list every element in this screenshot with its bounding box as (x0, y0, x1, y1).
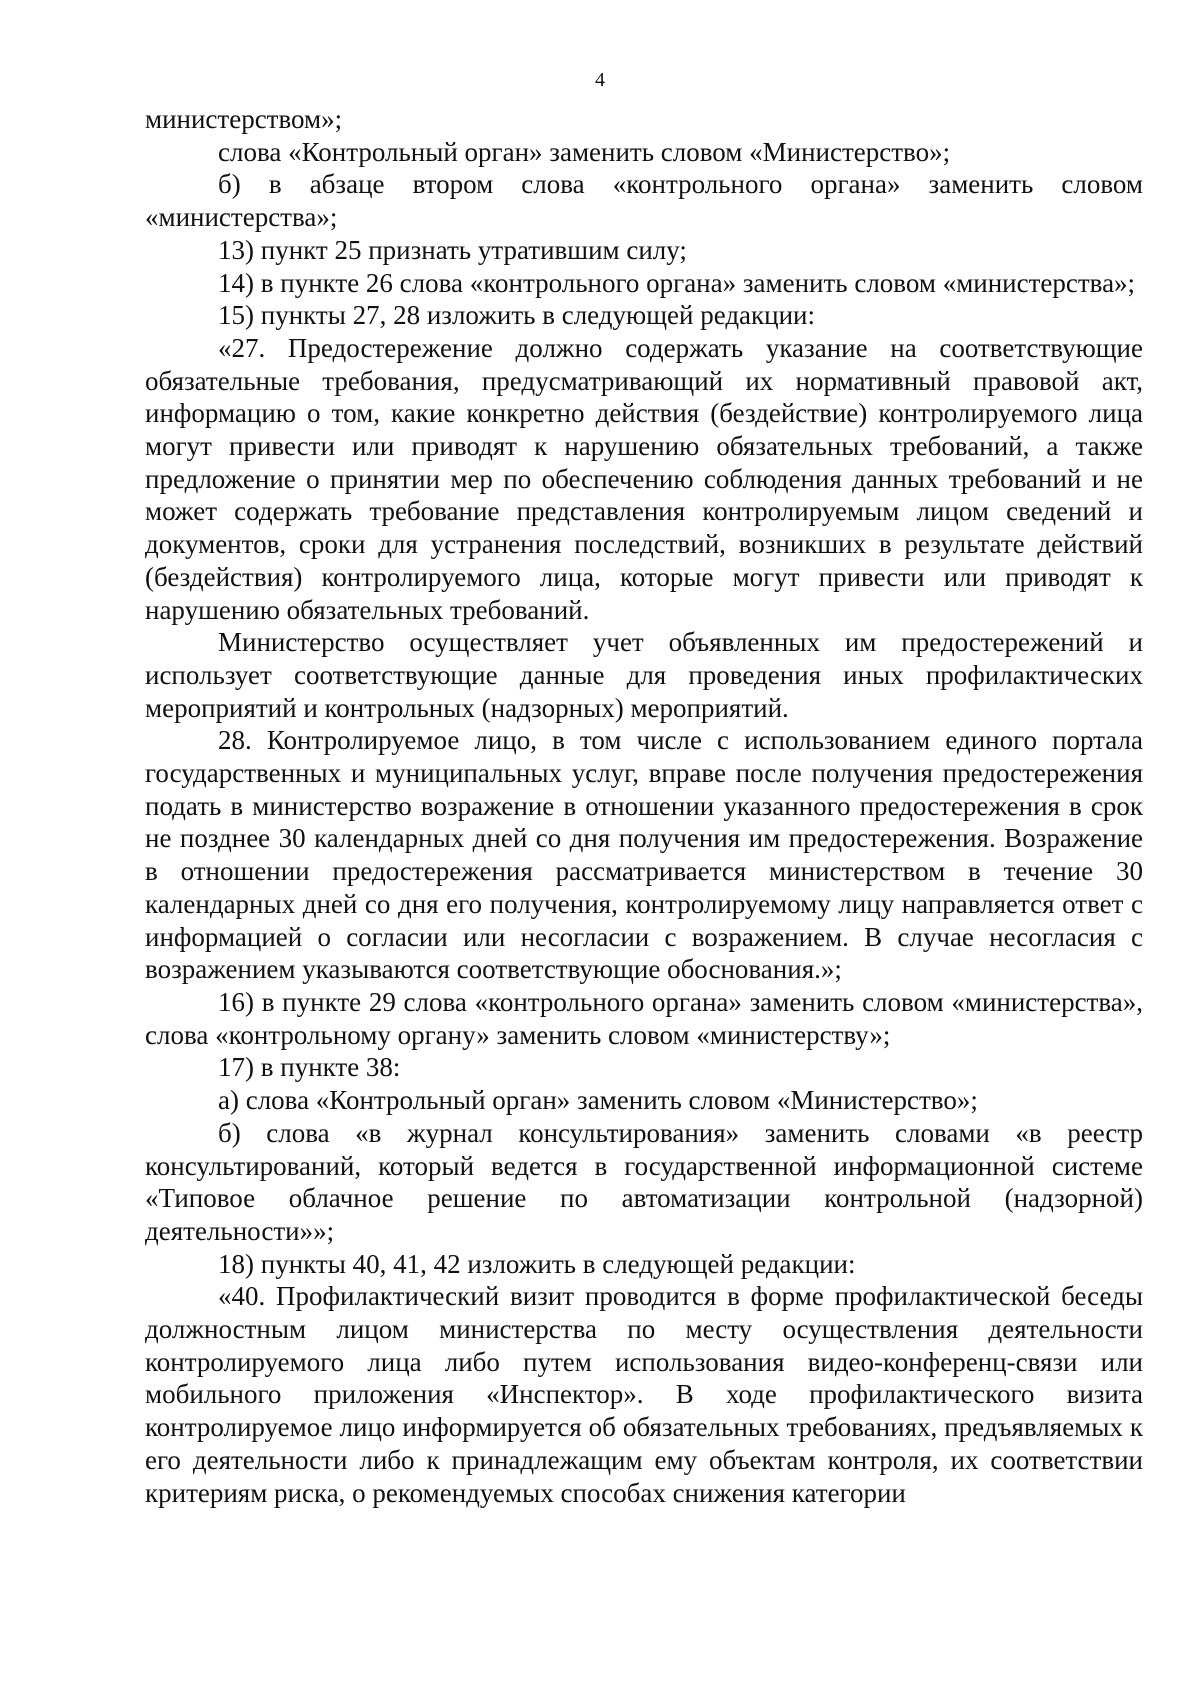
paragraph: 14) в пункте 26 слова «контрольного органа» заменить словом «министерства»; (218, 267, 1136, 298)
paragraph: 15) пункты 27, 28 изложить в следующей редакции: (218, 300, 816, 331)
paragraph: б) слова «в журнал консультирования» заменить словами «в реестр консультирований, который ведется в государственной информационной системе «Типовое облачное решение по автоматизации контрольной (надзорной) деятельности»»; (145, 1117, 1143, 1246)
paragraph: 16) в пункте 29 слова «контрольного органа» заменить словом «министерства», слова «контрольному органу» заменить словом «министерству»; (145, 986, 1143, 1050)
paragraph: а) слова «Контрольный орган» заменить словом «Министерство»; (218, 1085, 978, 1116)
paragraph: Министерство осуществляет учет объявленных им предостережений и использует соответствующие данные для проведения иных профилактических мероприятий и контрольных (надзорных) мероприятий. (145, 627, 1143, 723)
paragraph: 17) в пункте 38: (218, 1052, 401, 1083)
paragraph: 28. Контролируемое лицо, в том числе с использованием единого портала государственных и муниципальных услуг, вправе после получения предостережения подать в министерство возражение в отношении указанного предостережения в срок не позднее 30 календарных дней со дня получения им предостережения. Возражение в отношении предостережения рассматривается министерством в течение 30 календарных дней со дня его получения, контролируемому лицу направляется ответ с информацией о согласии или несогласии с возражением. В случае несогласия с возражением указываются соответствующие обоснования.»; (145, 725, 1143, 985)
paragraph: «40. Профилактический визит проводится в форме профилактической беседы должностным лицом министерства по месту осуществления деятельности контролируемого лица либо путем использования видео-конференц-связи или мобильного приложения «Инспектор». В ходе профилактического визита контролируемое лицо информируется об обязательных требованиях, предъявляемых к его деятельности либо к принадлежащим ему объектам контроля, их соответствии критериям риска, о рекомендуемых способах снижения категории (145, 1281, 1143, 1508)
paragraph: б) в абзаце втором слова «контрольного органа» заменить словом «министерства»; (145, 169, 1143, 233)
page-number: 4 (595, 69, 605, 91)
paragraph-continuation: министерством»; (145, 104, 343, 134)
paragraph: «27. Предостережение должно содержать указание на соответствующие обязательные требования, предусматривающий их нормативный правовой акт, информацию о том, какие конкретно действия (бездействие) контролируемого лица могут привести или приводят к нарушению обязательных требований, а также предложение о принятии мер по обеспечению соблюдения данных требований и не может содержать требование представления контролируемым лицом сведений и документов, сроки для устранения последствий, возникших в результате действий (бездействия) контролируемого лица, которые могут привести или приводят к нарушению обязательных требований. (145, 332, 1143, 625)
paragraph: слова «Контрольный орган» заменить словом «Министерство»; (218, 136, 951, 167)
document-body (145, 103, 1143, 1509)
paragraph: 18) пункты 40, 41, 42 изложить в следующей редакции: (218, 1248, 856, 1279)
paragraph: 13) пункт 25 признать утратившим силу; (218, 234, 687, 265)
